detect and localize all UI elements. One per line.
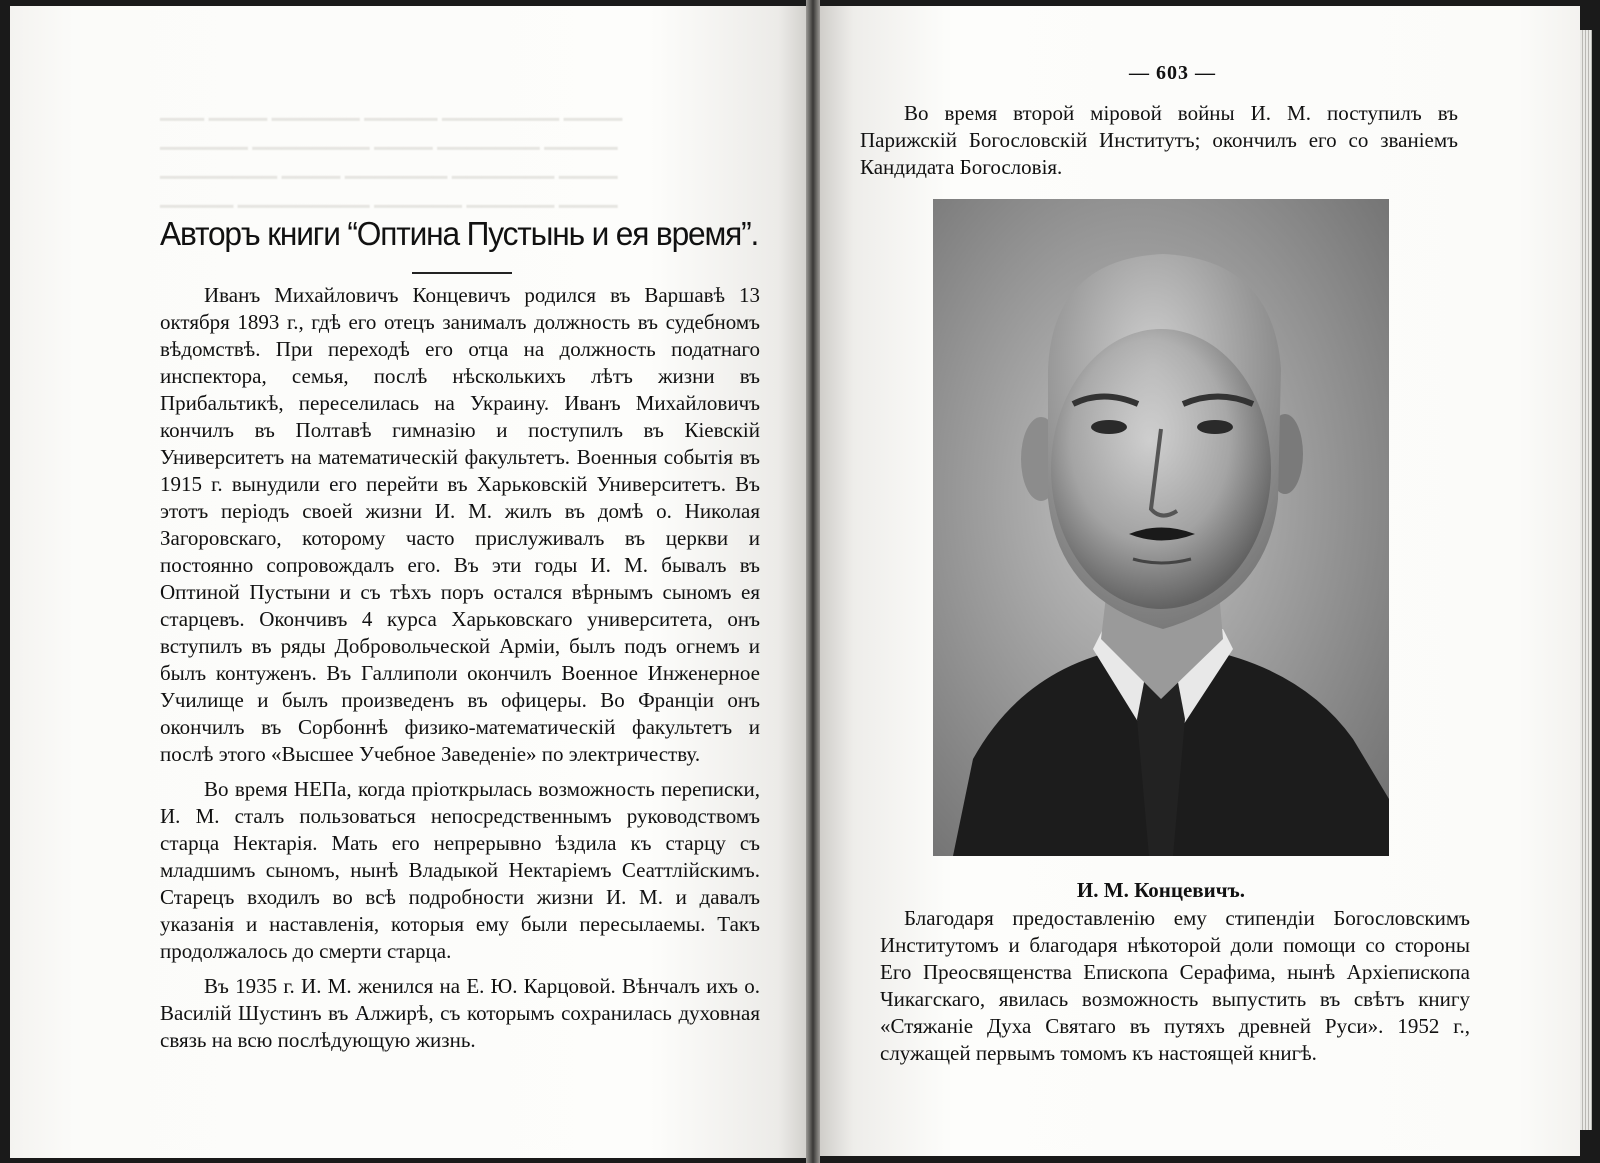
title-divider xyxy=(412,272,512,274)
photo-caption: И. М. Концевичъ. xyxy=(1076,878,1246,902)
page-edges xyxy=(1580,30,1592,1130)
book-gutter xyxy=(806,0,820,1163)
bleed-through-text: ▁▁▁ ▁▁▁▁ ▁▁▁▁▁▁ ▁▁▁▁▁ ▁▁▁▁▁▁▁▁ ▁▁▁▁ ▁▁▁▁▁▁ ▁▁▁▁▁▁▁▁ ▁▁▁▁ ▁▁▁▁▁▁▁ ▁▁▁▁▁ ▁▁▁▁▁▁▁▁ ▁▁▁▁ ▁▁▁▁▁▁▁ ▁▁▁▁▁▁▁ ▁▁▁▁ ▁▁▁▁▁ ▁▁▁▁▁▁▁▁▁ ▁▁▁▁▁▁ ▁▁▁▁▁▁ ▁▁▁▁ xyxy=(160,100,623,208)
paragraph-biography: Иванъ Михайловичъ Концевичъ родился въ Варшавѣ 13 октября 1893 г., гдѣ его отецъ занималъ должность въ судебномъ вѣдомствѣ. При переходѣ его отца на должность податнаго инспектора, семья, послѣ нѣсколькихъ лѣтъ жизни въ Прибальтикѣ, переселилась на Украину. Иванъ Михайловичъ кончилъ въ Полтавѣ гимназію и поступилъ въ Кіевскій Университетъ на математическій факультетъ. Военныя событія въ 1915 г. вынудили его перейти въ Харьковскій Университетъ. Въ этотъ періодъ своей жизни И. М. жилъ въ домѣ о. Николая Загоровскаго, которому часто прислуживалъ въ церкви и постоянно сопровождалъ его. Въ эти годы И. М. бывалъ въ Оптиной Пустыни и съ тѣхъ поръ остался вѣрнымъ сыномъ ея старцевъ. Окончивъ 4 курса Харьковскаго университета, онъ вступилъ въ ряды Добровольческой Арміи, былъ подъ огнемъ и былъ контуженъ. Въ Галлиполи окончилъ Военное Инженерное Училище и былъ произведенъ въ офицеры. Во Франціи онъ окончилъ въ Сорбоннѣ физико-математическій факультетъ и послѣ этого «Высшее Учебное Заведеніе» по электричеству. xyxy=(160,283,760,766)
left-page-body xyxy=(160,282,760,1062)
portrait-photo xyxy=(933,199,1389,856)
article-title: Авторъ книги “Оптина Пустынь и ея время”. xyxy=(160,215,759,252)
paragraph-institute: Во время второй міровой войны И. М. поступилъ въ Парижскій Богословскій Институтъ; окончилъ его со званіемъ Кандидата Богословія. xyxy=(860,101,1458,179)
paragraph-stipend: Благодаря предоставленію ему стипендіи Богословскимъ Институтомъ и благодаря нѣкоторой доли помощи со стороны Его Преосвященства Епископа Серафима, нынѣ Архіепископа Чикагскаго, явилась возможность выпустить въ свѣтъ книгу «Стяжаніе Духа Святаго въ путяхъ древней Руси». 1952 г., служащей первымъ томомъ къ настоящей книгѣ. xyxy=(880,906,1470,1065)
portrait-illustration xyxy=(933,199,1389,856)
paragraph-nep: Во время НЕПа, когда пріоткрылась возможность переписки, И. М. сталъ пользоваться непосредственнымъ руководствомъ старца Нектарія. Мать его непрерывно ѣздила къ старцу съ младшимъ сыномъ, нынѣ Владыкой Нектаріемъ Сеаттлійскимъ. Старецъ входилъ во всѣ подробности жизни И. М. и давалъ указанія и наставленія, которыя ему были пересылаемы. Такъ продолжалось до смерти старца. xyxy=(160,777,760,963)
paragraph-marriage: Въ 1935 г. И. М. женился на Е. Ю. Карцовой. Вѣнчалъ ихъ о. Василій Шустинъ въ Алжирѣ, съ которымъ сохранилась духовная связь на всю послѣдующую жизнь. xyxy=(160,974,760,1052)
page-number: — 603 — xyxy=(1129,62,1216,84)
